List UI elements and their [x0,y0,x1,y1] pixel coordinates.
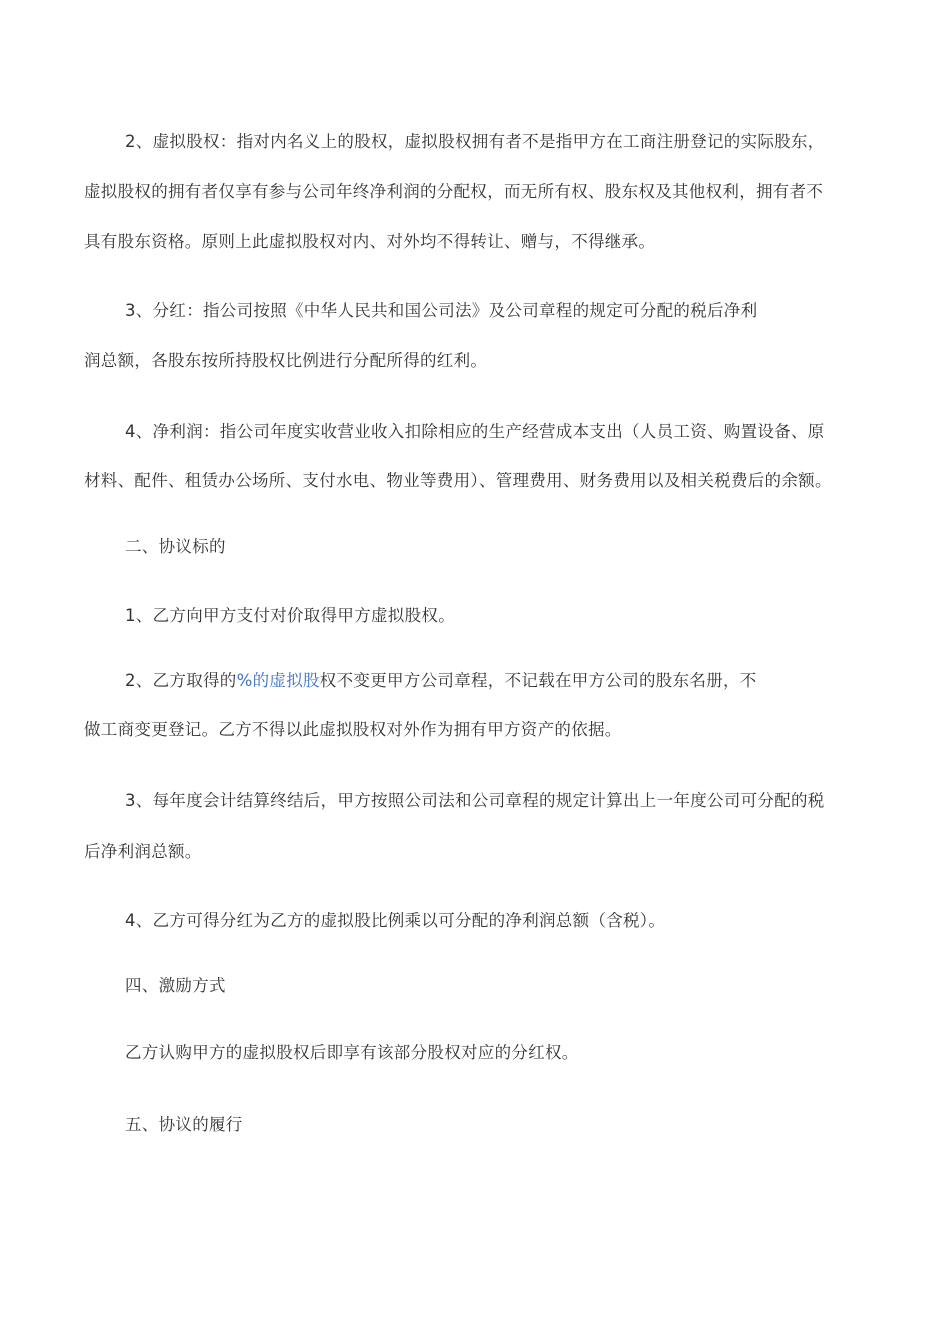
paragraph-virtual-equity-line-2: 虚拟股权的拥有者仅享有参与公司年终净利润的分配权，而无所有权、股东权及其他权利，拥有者不 [84,182,824,201]
paragraph-virtual-equity-line-3: 具有股东资格。原则上此虚拟股权对内、对外均不得转让、赠与，不得继承。 [84,232,656,251]
paragraph-dividend-line-2: 润总额，各股东按所持股权比例进行分配所得的红利。 [84,351,488,370]
paragraph-payment: 1、乙方向甲方支付对价取得甲方虚拟股权。 [125,606,455,625]
virtual-equity-link[interactable]: %的虚拟股 [236,671,320,690]
paragraph-dividend-right: 乙方认购甲方的虚拟股权后即享有该部分股权对应的分红权。 [125,1043,579,1062]
equity-registration-suffix: 权不变更甲方公司章程，不记载在甲方公司的股东名册，不 [319,671,757,690]
paragraph-net-profit-line-1: 4、净利润：指公司年度实收营业收入扣除相应的生产经营成本支出（人员工资、购置设备、原 [125,422,825,441]
heading-agreement-performance: 五、协议的履行 [125,1115,243,1134]
equity-registration-prefix: 2、乙方取得的 [125,671,237,690]
heading-agreement-subject: 二、协议标的 [125,537,226,556]
paragraph-equity-registration-line-1 [125,669,757,693]
paragraph-equity-registration-line-2: 做工商变更登记。乙方不得以此虚拟股权对外作为拥有甲方资产的依据。 [84,720,622,739]
paragraph-virtual-equity-line-1: 2、虚拟股权：指对内名义上的股权，虚拟股权拥有者不是指甲方在工商注册登记的实际股东， [125,132,825,151]
heading-incentive-method: 四、激励方式 [125,976,226,995]
paragraph-dividend-calculation: 4、乙方可得分红为乙方的虚拟股比例乘以可分配的净利润总额（含税）。 [125,911,666,930]
paragraph-net-profit-line-2: 材料、配件、租赁办公场所、支付水电、物业等费用）、管理费用、财务费用以及相关税费后的余额。 [84,471,832,490]
paragraph-dividend-line-1: 3、分红：指公司按照《中华人民共和国公司法》及公司章程的规定可分配的税后净利 [125,301,758,320]
paragraph-annual-settlement-line-1: 3、每年度会计结算终结后，甲方按照公司法和公司章程的规定计算出上一年度公司可分配的税 [125,791,825,810]
paragraph-annual-settlement-line-2: 后净利润总额。 [84,842,202,861]
